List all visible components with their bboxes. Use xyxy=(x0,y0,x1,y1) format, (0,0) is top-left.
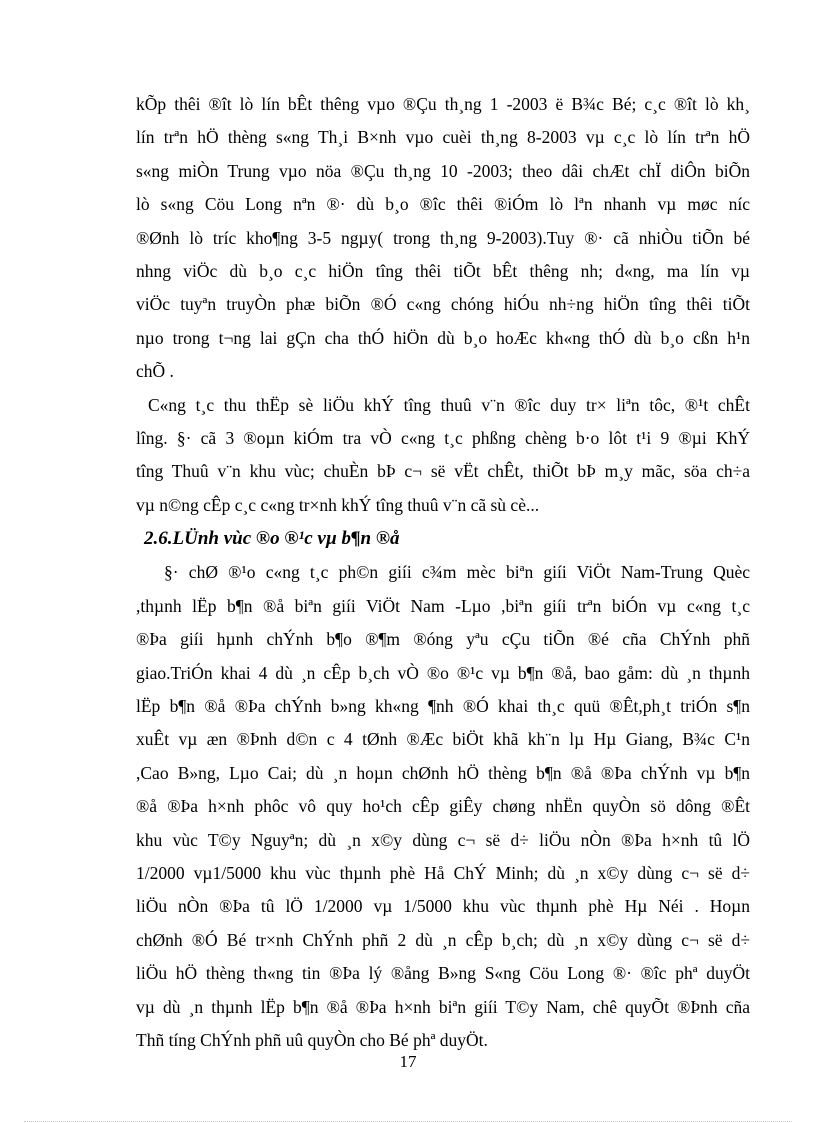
text-line: xuÊt vµ æn ®Þnh d©n c 4 tØnh ®Æc biÖt khã kh¨n lµ Hµ Giang, B¾c C¹n xyxy=(136,729,750,750)
page-content xyxy=(136,88,750,1057)
text-line: giao.TriÓn khai 4 dù ¸n cÊp b¸ch vÒ ®o ®¹c vµ b¶n ®å, bao gåm: dù ¸n thµnh xyxy=(136,662,750,683)
text-line: lËp b¶n ®å ®Þa chÝnh b»ng kh«ng ¶nh ®Ó khai th¸c quü ®Êt,ph¸t triÓn s¶n xyxy=(136,695,750,716)
text-line: ®å ®Þa h×nh phôc vô quy ho¹ch cÊp giÊy chøng nhËn quyÒn sö dông ®Êt xyxy=(136,796,750,817)
text-line: vµ n©ng cÊp c¸c c«ng tr×nh khÝ tîng thuû v¨n cã sù cè... xyxy=(136,494,540,515)
text-line: ,thµnh lËp b¶n ®å biªn giíi ViÖt Nam -Lµo ,biªn giíi trªn biÓn vµ c«ng t¸c xyxy=(136,595,750,616)
text-line: tîng Thuû v¨n khu vùc; chuÈn bÞ c¬ së vËt chÊt, thiÕt bÞ m¸y mãc, söa ch÷a xyxy=(136,461,750,482)
text-line: lín trªn hÖ thèng s«ng Th¸i B×nh vµo cuèi th¸ng 8-2003 vµ c¸c lò lín trªn hÖ xyxy=(136,127,750,148)
text-line: ®Þa giíi hµnh chÝnh b¶o ®¶m ®óng yªu cÇu tiÕn ®é cña ChÝnh phñ xyxy=(136,629,750,650)
text-line: kÕp thêi ®ît lò lín bÊt thêng vµo ®Çu th¸ng 1 -2003 ë B¾c Bé; c¸c ®ît lò kh¸ xyxy=(136,94,750,114)
text-line: khu vùc T©y Nguyªn; dù ¸n x©y dùng c¬ së d÷ liÖu nÒn ®Þa h×nh tû lÖ xyxy=(136,829,750,850)
paragraph-weather-forecast xyxy=(136,88,750,389)
text-line: liÖu hÖ thèng th«ng tin ®Þa lý ®ång B»ng S«ng Cöu Long ®· ®îc phª duyÖt xyxy=(136,963,750,984)
text-line: lò s«ng Cöu Long nªn ®· dù b¸o ®îc thêi ®iÓm lò lªn nhanh vµ møc níc xyxy=(136,194,750,215)
text-line: C«ng t¸c thu thËp sè liÖu khÝ tîng thuû v¨n ®îc duy tr× liªn tôc, ®¹t chÊt xyxy=(148,394,750,415)
page-number: 17 xyxy=(399,1052,417,1071)
text-line: lîng. §· cã 3 ®oµn kiÓm tra vÒ c«ng t¸c phßng chèng b·o lôt t¹i 9 ®µi KhÝ xyxy=(136,428,750,449)
text-line: §· chØ ®¹o c«ng t¸c ph©n giíi c¾m mèc biªn giíi ViÖt Nam-Trung Quèc xyxy=(164,562,750,583)
text-line: nµo trong t¬ng lai gÇn cha thÓ hiÖn dù b¸o hoÆc kh«ng thÓ dù b¸o cßn h¹n xyxy=(136,327,750,348)
text-line: 1/2000 vµ1/5000 khu vùc thµnh phè Hå ChÝ Minh; dù ¸n x©y dùng c¬ së d÷ xyxy=(136,862,750,883)
text-line: ®Ønh lò tríc kho¶ng 3-5 ngµy( trong th¸ng 9-2003).Tuy ®· cã nhiÒu tiÕn bé xyxy=(136,227,750,248)
page-bottom-divider xyxy=(24,1121,792,1122)
paragraph-surveying-mapping xyxy=(136,556,750,1057)
text-line: Thñ tíng ChÝnh phñ uû quyÒn cho Bé phª duyÖt. xyxy=(136,1029,488,1050)
text-line: chØnh ®Ó Bé tr×nh ChÝnh phñ 2 dù ¸n cÊp b¸ch; dù ¸n x©y dùng c¬ së d÷ xyxy=(136,929,750,950)
text-line: nhng viÖc dù b¸o c¸c hiÖn tîng thêi tiÕt bÊt thêng nh; d«ng, ma lín vµ xyxy=(136,261,750,282)
text-line: vµ dù ¸n thµnh lËp b¶n ®å ®Þa h×nh biªn giíi T©y Nam, chê quyÕt ®Þnh cña xyxy=(136,996,750,1017)
section-heading: 2.6.LÜnh vùc ®o ®¹c vµ b¶n ®å xyxy=(144,528,400,550)
text-line: liÖu nÒn ®Þa tû lÖ 1/2000 vµ 1/5000 khu vùc thµnh phè Hµ Néi . Hoµn xyxy=(136,896,750,917)
paragraph-data-collection xyxy=(136,389,750,523)
text-line: viÖc tuyªn truyÒn phæ biÕn ®Ó c«ng chóng hiÓu nh÷ng hiÖn tîng thêi tiÕt xyxy=(136,294,750,315)
text-line: chÕ . xyxy=(136,361,174,382)
text-line: s«ng miÒn Trung vµo nöa ®Çu th¸ng 10 -2003; theo dâi chÆt chÏ diÔn biÕn xyxy=(136,160,750,181)
text-line: ,Cao B»ng, Lµo Cai; dù ¸n hoµn chØnh hÖ thèng b¶n ®å ®Þa chÝnh vµ b¶n xyxy=(136,762,750,783)
